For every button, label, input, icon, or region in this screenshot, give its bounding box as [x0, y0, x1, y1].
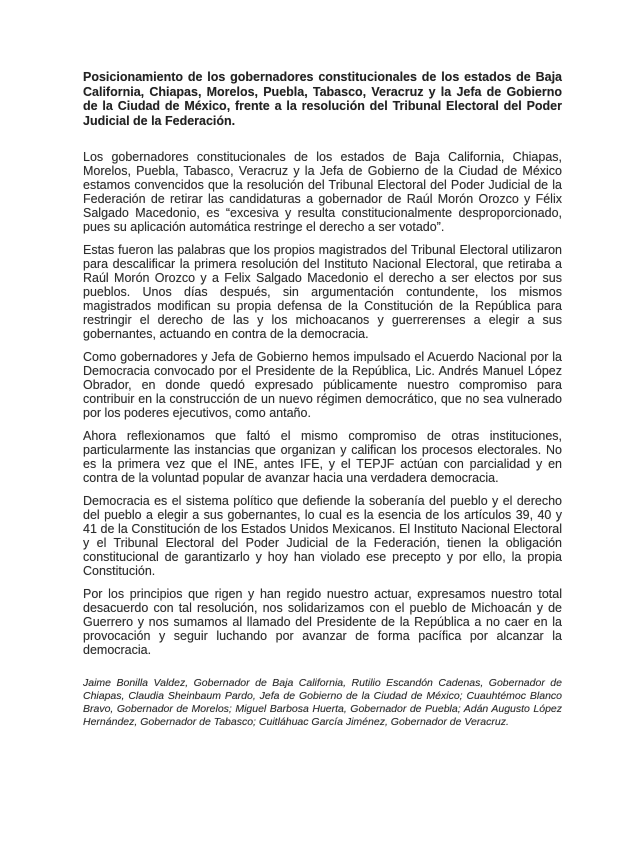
- document-title: Posicionamiento de los gobernadores constitucionales de los estados de Baja California, Chiapas, Morelos, Puebla, Tabasco, Veracruz y la Jefa de Gobierno de la Ciudad de México, frente a la resolución del Tribunal Electoral del Poder Judicial de la Federación.: [83, 70, 562, 128]
- paragraph-3: Como gobernadores y Jefa de Gobierno hemos impulsado el Acuerdo Nacional por la Democracia convocado por el Presidente de la República, Lic. Andrés Manuel López Obrador, en donde quedó expresado públicamente nuestro compromiso para contribuir en la construcción de un nuevo régimen democrático, que no sea vulnerado por los poderes ejecutivos, como antaño.: [83, 350, 562, 420]
- paragraph-2: Estas fueron las palabras que los propios magistrados del Tribunal Electoral utilizaron para descalificar la primera resolución del Instituto Nacional Electoral, que retiraba a Raúl Morón Orozco y a Felix Salgado Macedonio el derecho a ser electos por sus pueblos. Unos días después, sin argumentación contundente, los mismos magistrados modifican su propia defensa de la Constitución de la República para restringir el derecho de las y los michoacanos y guerrerenses a elegir a sus gobernantes, actuando en contra de la democracia.: [83, 243, 562, 341]
- paragraph-1: Los gobernadores constitucionales de los estados de Baja California, Chiapas, Morelos, Puebla, Tabasco, Veracruz y la Jefa de Gobierno de la Ciudad de México estamos convencidos que la resolución del Tribunal Electoral del Poder Judicial de la Federación de retirar las candidaturas a gobernador de Raúl Morón Orozco y Félix Salgado Macedonio, es “excesiva y resulta constitucionalmente desproporcionado, pues su aplicación automática restringe el derecho a ser votado”.: [83, 150, 562, 234]
- signature-block: Jaime Bonilla Valdez, Gobernador de Baja California, Rutilio Escandón Cadenas, Gobernador de Chiapas, Claudia Sheinbaum Pardo, Jefa de Gobierno de la Ciudad de México; Cuauhtémoc Blanco Bravo, Gobernador de Morelos; Miguel Barbosa Huerta, Gobernador de Puebla; Adán Augusto López Hernández, Gobernador de Tabasco; Cuitláhuac García Jiménez, Gobernador de Veracruz.: [83, 677, 562, 728]
- paragraph-6: Por los principios que rigen y han regido nuestro actuar, expresamos nuestro total desacuerdo con tal resolución, nos solidarizamos con el pueblo de Michoacán y de Guerrero y nos sumamos al llamado del Presidente de la República a no caer en la provocación y seguir luchando por avanzar de forma pacífica por alcanzar la democracia.: [83, 587, 562, 657]
- paragraph-4: Ahora reflexionamos que faltó el mismo compromiso de otras instituciones, particularmente las instancias que organizan y califican los procesos electorales. No es la primera vez que el INE, antes IFE, y el TEPJF actúan con parcialidad y en contra de la voluntad popular de avanzar hacia una verdadera democracia.: [83, 429, 562, 485]
- paragraph-5: Democracia es el sistema político que defiende la soberanía del pueblo y el derecho del pueblo a elegir a sus gobernantes, lo cual es la esencia de los artículos 39, 40 y 41 de la Constitución de los Estados Unidos Mexicanos. El Instituto Nacional Electoral y el Tribunal Electoral del Poder Judicial de la Federación, tienen la obligación constitucional de garantizarlo y hoy han violado ese precepto y por ello, la propia Constitución.: [83, 494, 562, 578]
